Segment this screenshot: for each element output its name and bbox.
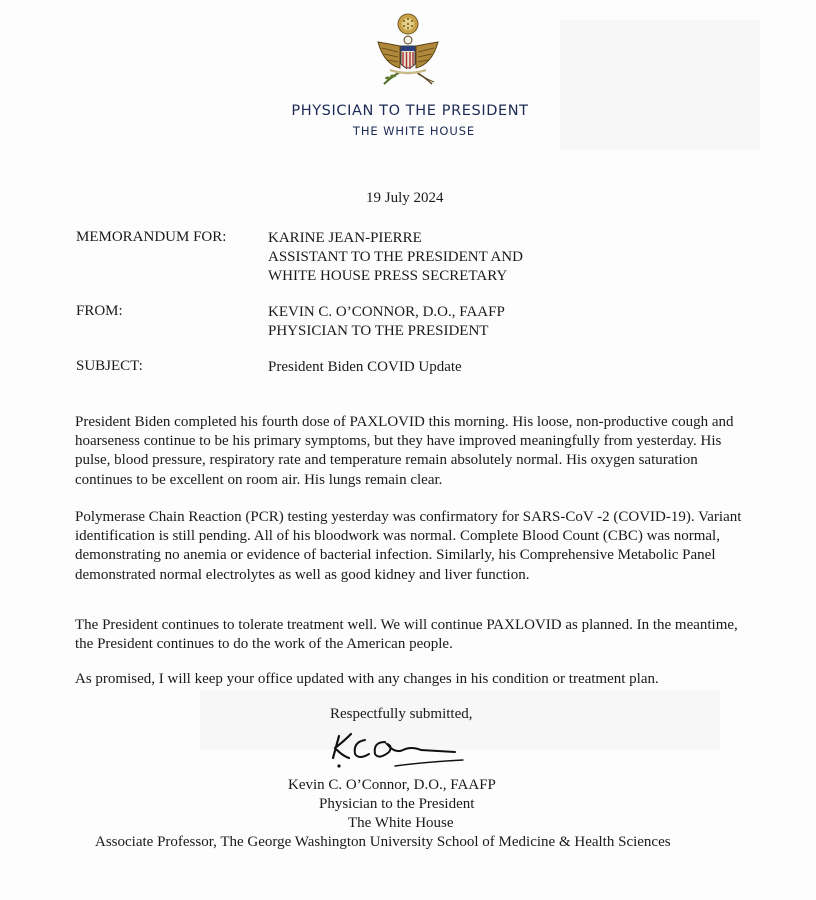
from-label: FROM: [76, 303, 123, 319]
subject-value: President Biden COVID Update [268, 359, 462, 375]
closing-text: Respectfully submitted, [330, 706, 473, 722]
sender-line: PHYSICIAN TO THE PRESIDENT [268, 323, 489, 339]
letterhead-subtitle: THE WHITE HOUSE [352, 124, 476, 138]
memorandum-for-label: MEMORANDUM FOR: [76, 229, 227, 245]
memorandum-for-recipient [268, 229, 523, 286]
paragraph-text: The President continues to tolerate treatment well. We will continue PAXLOVID as planned. In the meantime, the President continues to do the work of the American people. [75, 617, 738, 653]
presidential-seal-icon [370, 12, 446, 92]
body-paragraph [75, 508, 755, 585]
body-paragraph [75, 413, 755, 490]
recipient-line: KARINE JEAN-PIERRE [268, 230, 422, 246]
recipient-line: ASSISTANT TO THE PRESIDENT AND [268, 249, 523, 265]
paragraph-text: As promised, I will keep your office updated with any changes in his condition or treatment plan. [75, 671, 659, 687]
body-paragraph [75, 616, 755, 654]
subject-label: SUBJECT: [76, 358, 143, 374]
signature-organization: The White House [348, 815, 454, 831]
from-sender [268, 303, 505, 341]
body-paragraph [75, 670, 755, 689]
paragraph-text: Polymerase Chain Reaction (PCR) testing yesterday was confirmatory for SARS-CoV -2 (COVID-19). Variant identification is still pending. All of his bloodwork was normal. Complete Blood Count (CBC) was normal, demonstrating no anemia or evidence of bacterial infection. Similarly, his Comprehensive Metabolic Panel demonstrated normal electrolytes as well as good kidney and liver function. [75, 509, 742, 583]
signature-affiliation: Associate Professor, The George Washington University School of Medicine & Health Sciences [95, 834, 671, 850]
signature-block [0, 776, 816, 852]
signature-title: Physician to the President [319, 796, 475, 812]
signature-name: Kevin C. O’Connor, D.O., FAAFP [288, 777, 496, 793]
handwritten-signature [325, 728, 465, 774]
sender-line: KEVIN C. O’CONNOR, D.O., FAAFP [268, 304, 505, 320]
letterhead-title: PHYSICIAN TO THE PRESIDENT [291, 103, 529, 119]
memo-date: 19 July 2024 [366, 190, 444, 206]
recipient-line: WHITE HOUSE PRESS SECRETARY [268, 268, 508, 284]
paragraph-text: President Biden completed his fourth dose of PAXLOVID this morning. His loose, non-productive cough and hoarseness continue to be his primary symptoms, but they have improved meaningfully from yesterday. His pulse, blood pressure, respiratory rate and temperature remain absolutely normal. His oxygen saturation continues to be excellent on room air. His lungs remain clear. [75, 414, 734, 488]
